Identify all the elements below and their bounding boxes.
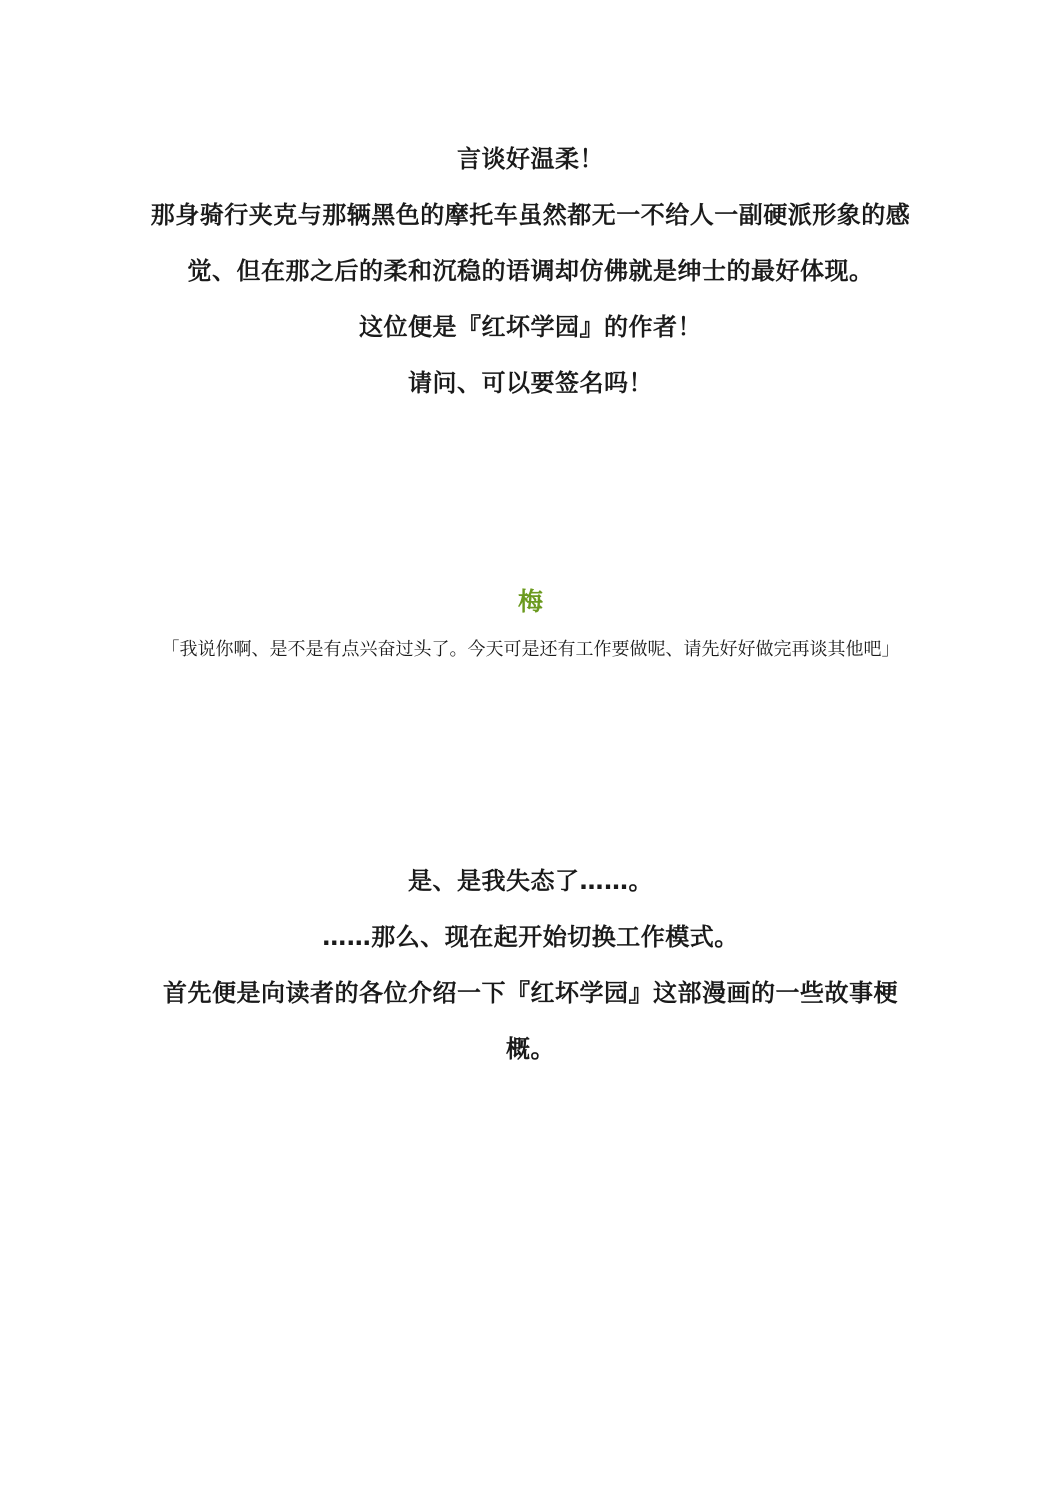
narration-line: ……那么、现在起开始切换工作模式。	[322, 923, 739, 951]
narration-line: 请问、可以要签名吗！	[408, 369, 653, 397]
speaker-name: 梅	[517, 587, 543, 616]
dialogue-block	[150, 582, 911, 678]
narration-line: 首先便是向读者的各位介绍一下『红坏学园』这部漫画的一些故事梗概。	[163, 979, 898, 1063]
narration-line: 是、是我失态了……。	[408, 867, 653, 895]
narration-line: 那身骑行夹克与那辆黑色的摩托车虽然都无一不给人一副硬派形象的感觉、但在那之后的柔和沉稳的语调却仿佛就是绅士的最好体现。	[150, 201, 911, 285]
narration-line: 言谈好温柔！	[457, 145, 604, 173]
narration-section-2	[150, 853, 911, 1077]
dialogue-text: 「我说你啊、是不是有点兴奋过头了。今天可是还有工作要做呢、请先好好做完再谈其他吧」	[161, 639, 900, 660]
narration-line: 这位便是『红坏学园』的作者！	[359, 313, 702, 341]
narration-section-1	[150, 131, 911, 411]
